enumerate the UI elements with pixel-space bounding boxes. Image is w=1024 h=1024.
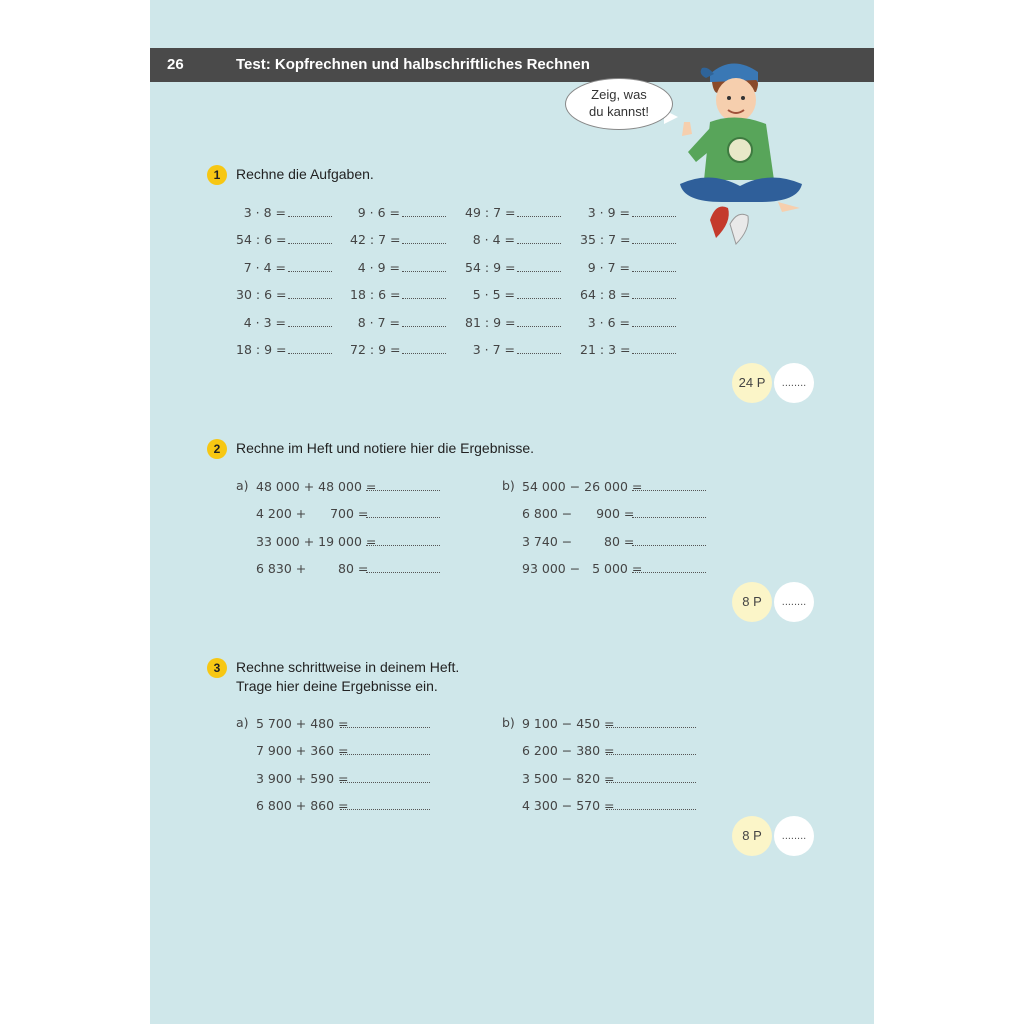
task-2-col-a-label: a) (236, 478, 249, 493)
task-3-points-badge: 8 P (732, 816, 772, 856)
task-1-number-badge: 1 (207, 165, 227, 185)
task-1-exercise (236, 259, 332, 275)
speech-bubble (565, 78, 673, 130)
answer-blank[interactable] (632, 478, 706, 491)
answer-blank[interactable] (402, 314, 446, 327)
answer-blank[interactable] (517, 314, 561, 327)
task-1-exercise (465, 231, 561, 247)
page-title: Test: Kopfrechnen und halbschriftliches Rechnen (236, 56, 590, 73)
task-3a-exercise (256, 797, 430, 813)
task-2-score-field[interactable]: ........ (774, 582, 814, 622)
task-1-points-badge: 24 P (732, 363, 772, 403)
task-1-exercise (350, 259, 446, 275)
task-2a-exercise (256, 533, 440, 549)
exercise-question: 3 740 − 80 = (522, 533, 635, 549)
task-3-col-b-label: b) (502, 715, 515, 730)
answer-blank[interactable] (402, 341, 446, 354)
task-1-exercise (580, 204, 676, 220)
task-3a-exercise (256, 770, 430, 786)
task-3a-exercise (256, 742, 430, 758)
task-1-exercise (236, 286, 332, 302)
exercise-question: 7 · 4 = (243, 259, 286, 275)
answer-blank[interactable] (340, 797, 430, 810)
answer-blank[interactable] (606, 797, 696, 810)
exercise-question: 33 000 + 19 000 = (256, 533, 377, 549)
task-1-exercise (350, 314, 446, 330)
answer-blank[interactable] (606, 742, 696, 755)
task-3b-exercise (522, 770, 696, 786)
task-3-score-field[interactable]: ........ (774, 816, 814, 856)
answer-blank[interactable] (632, 314, 676, 327)
task-2b-exercise (522, 505, 706, 521)
speech-bubble-line2: du kannst! (589, 104, 649, 119)
exercise-question: 6 800 + 860 = (256, 798, 349, 814)
page-number: 26 (167, 56, 184, 73)
answer-blank[interactable] (288, 341, 332, 354)
task-2a-exercise (256, 478, 440, 494)
answer-blank[interactable] (632, 259, 676, 272)
answer-blank[interactable] (288, 314, 332, 327)
task-1-exercise (465, 259, 561, 275)
task-2b-exercise (522, 478, 706, 494)
answer-blank[interactable] (402, 204, 446, 217)
answer-blank[interactable] (606, 770, 696, 783)
answer-blank[interactable] (288, 204, 332, 217)
task-2b-exercise (522, 533, 706, 549)
answer-blank[interactable] (517, 231, 561, 244)
answer-blank[interactable] (632, 231, 676, 244)
task-3b-exercise (522, 742, 696, 758)
answer-blank[interactable] (366, 505, 440, 518)
task-1-exercise (236, 204, 332, 220)
exercise-question: 18 : 9 = (236, 342, 287, 357)
answer-blank[interactable] (517, 204, 561, 217)
exercise-question: 9 · 7 = (587, 259, 630, 275)
exercise-question: 6 800 − 900 = (522, 506, 635, 522)
task-1-exercise (350, 231, 446, 247)
answer-blank[interactable] (632, 505, 706, 518)
answer-blank[interactable] (402, 286, 446, 299)
answer-blank[interactable] (632, 533, 706, 546)
exercise-question: 6 200 − 380 = (522, 743, 615, 759)
answer-blank[interactable] (402, 259, 446, 272)
exercise-question: 9 100 − 450 = (522, 716, 615, 731)
task-3-instruction-line1: Rechne schrittweise in deinem Heft. (236, 659, 460, 675)
task-1-exercise (465, 341, 561, 357)
task-2a-exercise (256, 505, 440, 521)
task-1-score-field[interactable]: ........ (774, 363, 814, 403)
answer-blank[interactable] (288, 259, 332, 272)
exercise-question: 48 000 + 48 000 = (256, 479, 377, 494)
exercise-question: 6 830 + 80 = (256, 561, 369, 577)
exercise-question: 9 · 6 = (357, 205, 400, 220)
exercise-question: 4 · 9 = (357, 259, 400, 275)
exercise-question: 3 · 7 = (472, 342, 515, 357)
task-2-col-b-label: b) (502, 478, 515, 493)
exercise-question: 7 900 + 360 = (256, 743, 349, 759)
answer-blank[interactable] (340, 770, 430, 783)
exercise-question: 49 : 7 = (465, 205, 516, 220)
answer-blank[interactable] (517, 286, 561, 299)
exercise-question: 54 : 6 = (236, 232, 287, 248)
exercise-question: 8 · 4 = (472, 232, 515, 248)
exercise-question: 81 : 9 = (465, 314, 516, 330)
task-1-exercise (580, 286, 676, 302)
exercise-question: 5 · 5 = (472, 287, 515, 303)
exercise-question: 42 : 7 = (350, 232, 401, 248)
task-1-exercise (465, 204, 561, 220)
task-2-number-badge: 2 (207, 439, 227, 459)
exercise-question: 4 · 3 = (243, 314, 286, 330)
exercise-question: 3 · 9 = (587, 205, 630, 220)
task-2-instruction: Rechne im Heft und notiere hier die Ergebnisse. (236, 440, 535, 456)
exercise-question: 3 500 − 820 = (522, 770, 615, 786)
task-1-exercise (580, 314, 676, 330)
exercise-question: 5 700 + 480 = (256, 716, 349, 731)
answer-blank[interactable] (288, 231, 332, 244)
exercise-question: 3 · 8 = (243, 205, 286, 220)
exercise-question: 72 : 9 = (350, 342, 401, 357)
task-3b-exercise (522, 715, 696, 731)
answer-blank[interactable] (288, 286, 332, 299)
task-1-exercise (350, 341, 446, 357)
answer-blank[interactable] (366, 533, 440, 546)
task-3-col-a-label: a) (236, 715, 249, 730)
task-3-instruction-line2: Trage hier deine Ergebnisse ein. (236, 678, 438, 694)
speech-bubble-line1: Zeig, was (591, 87, 647, 102)
task-2b-exercise (522, 560, 706, 576)
answer-blank[interactable] (606, 715, 696, 728)
exercise-question: 35 : 7 = (580, 232, 631, 248)
task-1-exercise (465, 314, 561, 330)
task-3b-exercise (522, 797, 696, 813)
mascot-boy-illustration (670, 52, 810, 252)
exercise-question: 64 : 8 = (580, 287, 631, 303)
task-3-number-badge: 3 (207, 658, 227, 678)
exercise-question: 8 · 7 = (357, 314, 400, 330)
task-2-points-badge: 8 P (732, 582, 772, 622)
answer-blank[interactable] (340, 742, 430, 755)
answer-blank[interactable] (517, 259, 561, 272)
task-3a-exercise (256, 715, 430, 731)
answer-blank[interactable] (402, 231, 446, 244)
exercise-question: 4 200 + 700 = (256, 506, 369, 522)
exercise-question: 3 900 + 590 = (256, 770, 349, 786)
exercise-question: 18 : 6 = (350, 287, 401, 303)
task-1-instruction: Rechne die Aufgaben. (236, 166, 374, 182)
answer-blank[interactable] (517, 341, 561, 354)
exercise-question: 54 000 − 26 000 = (522, 479, 643, 494)
answer-blank[interactable] (632, 341, 676, 354)
task-1-exercise (236, 341, 332, 357)
answer-blank[interactable] (366, 478, 440, 491)
answer-blank[interactable] (632, 204, 676, 217)
exercise-question: 3 · 6 = (587, 314, 630, 330)
task-1-exercise (236, 314, 332, 330)
answer-blank[interactable] (632, 286, 676, 299)
exercise-question: 21 : 3 = (580, 342, 631, 357)
answer-blank[interactable] (632, 560, 706, 573)
task-1-exercise (580, 231, 676, 247)
task-1-exercise (465, 286, 561, 302)
task-1-exercise (350, 204, 446, 220)
task-1-exercise (580, 259, 676, 275)
task-1-exercise (350, 286, 446, 302)
exercise-question: 93 000 − 5 000 = (522, 561, 643, 577)
exercise-question: 30 : 6 = (236, 287, 287, 303)
task-1-exercise (236, 231, 332, 247)
task-2a-exercise (256, 560, 440, 576)
answer-blank[interactable] (366, 560, 440, 573)
task-1-exercise (580, 341, 676, 357)
answer-blank[interactable] (340, 715, 430, 728)
exercise-question: 54 : 9 = (465, 259, 516, 275)
exercise-question: 4 300 − 570 = (522, 798, 615, 814)
